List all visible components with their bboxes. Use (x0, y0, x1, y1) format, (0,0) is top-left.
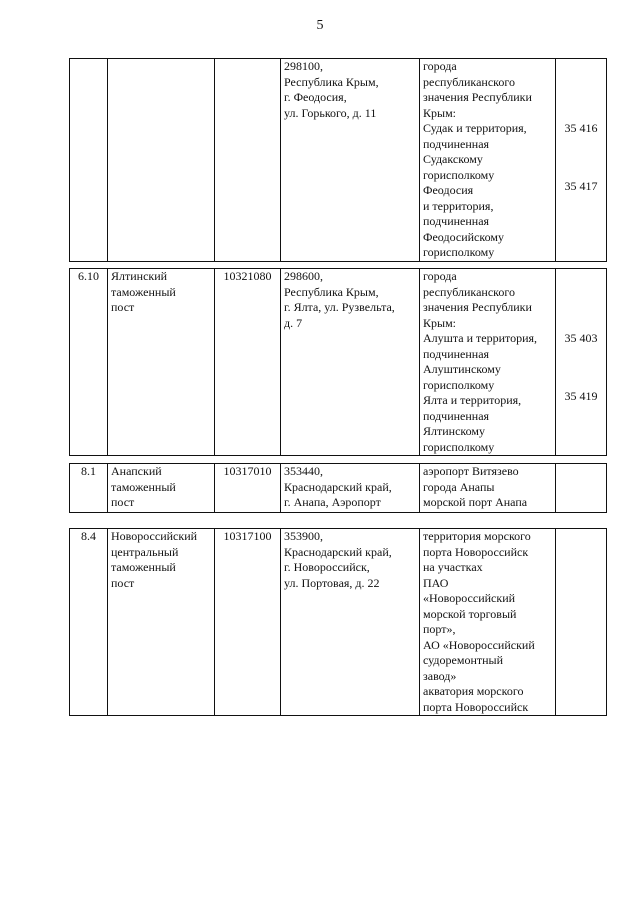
post-code-cell: 10317100 (215, 529, 281, 716)
table-block-anapa (69, 463, 607, 513)
oktmo-cell (556, 529, 607, 716)
post-name-cell: Новороссийский центральный таможенный пост (108, 529, 215, 716)
oktmo-cell: 35 403 35 419 (556, 269, 607, 456)
post-name-cell: Ялтинский таможенный пост (108, 269, 215, 456)
post-code-cell (215, 59, 281, 262)
row-number-cell: 8.1 (70, 464, 108, 513)
post-code-cell: 10317010 (215, 464, 281, 513)
territory-cell: аэропорт Витязево города Анапы морской порт Анапа (420, 464, 556, 513)
oktmo-cell: 35 416 35 417 (556, 59, 607, 262)
table-row (70, 269, 607, 456)
table-row (70, 464, 607, 513)
territory-cell: города республиканского значения Республики Крым: Алушта и территория, подчиненная Алуштинскому горисполкому Ялта и территория, подчиненная Ялтинскому горисполкому (420, 269, 556, 456)
post-name-cell (108, 59, 215, 262)
row-number-cell: 8.4 (70, 529, 108, 716)
address-cell: 353900, Краснодарский край, г. Новороссийск, ул. Портовая, д. 22 (281, 529, 420, 716)
table-block-feodosia (69, 58, 607, 262)
table-row (70, 529, 607, 716)
page-number: 5 (316, 18, 324, 33)
address-cell: 298100, Республика Крым, г. Феодосия, ул. Горького, д. 11 (281, 59, 420, 262)
row-number-cell: 6.10 (70, 269, 108, 456)
row-number-cell (70, 59, 108, 262)
oktmo-cell (556, 464, 607, 513)
post-name-cell: Анапский таможенный пост (108, 464, 215, 513)
table-block-yalta (69, 268, 607, 456)
territory-cell: города республиканского значения Республики Крым: Судак и территория, подчиненная Судакскому горисполкому Феодосия и территория, подчиненная Феодосийскому горисполкому (420, 59, 556, 262)
table-row (70, 59, 607, 262)
table-block-novorossiysk (69, 528, 607, 716)
post-code-cell: 10321080 (215, 269, 281, 456)
territory-cell: территория морского порта Новороссийск на участках ПАО «Новороссийский морской торговый порт», АО «Новороссийский судоремонтный завод» акватория морского порта Новороссийск (420, 529, 556, 716)
address-cell: 298600, Республика Крым, г. Ялта, ул. Рузвельта, д. 7 (281, 269, 420, 456)
address-cell: 353440, Краснодарский край, г. Анапа, Аэропорт (281, 464, 420, 513)
